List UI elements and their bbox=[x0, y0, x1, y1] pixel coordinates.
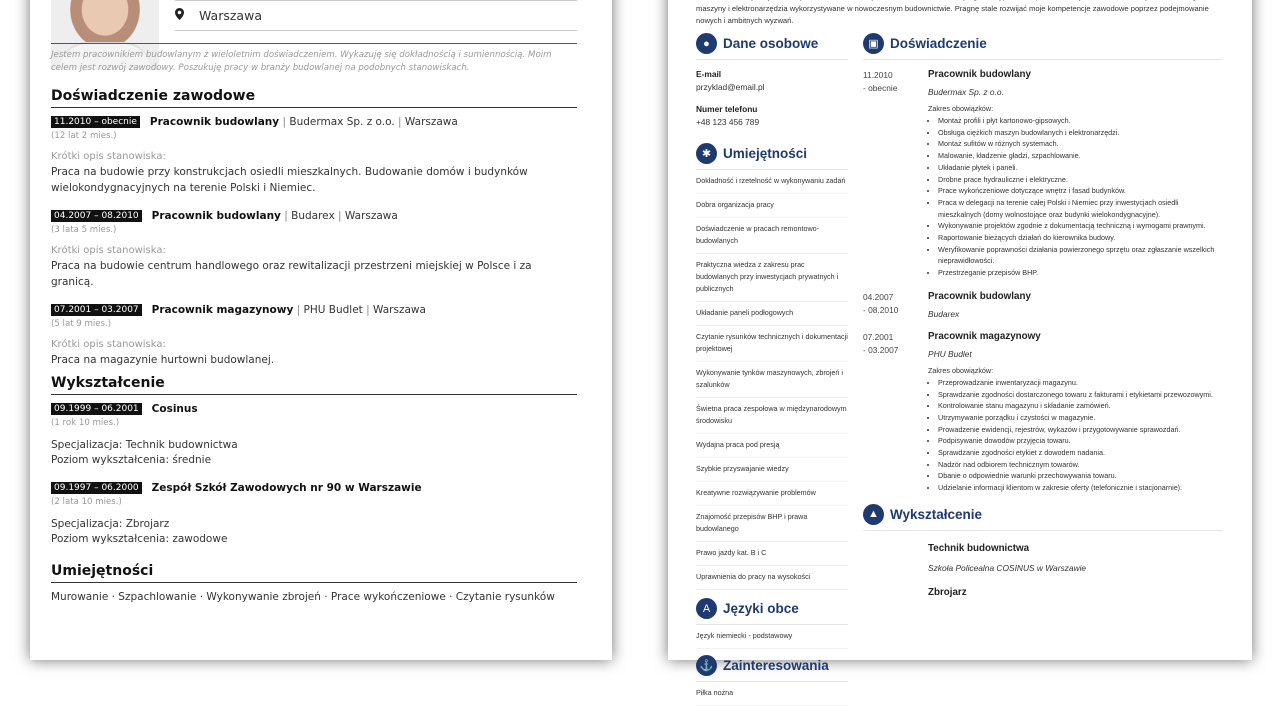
right-column bbox=[863, 33, 1222, 598]
job-dates: 07.2001 – 03.2007 bbox=[51, 304, 142, 316]
cv-page-2 bbox=[668, 0, 1252, 697]
duty-item: • Praca w delegacji na terenie całej Polski i Niemiec przy inwestycjach osiedli mieszkalnych (domy wolnostojące oraz budynki wielokondygnacyjne). bbox=[938, 197, 1222, 220]
skill-item: Praktyczna wiedza z zakresu prac budowlanych przy inwestycjach prywatnych i publicznych bbox=[696, 254, 848, 302]
experience-dates bbox=[863, 331, 928, 494]
skill-item: Wykonywanie tynków maszynowych, zbrojeń i szalunków bbox=[696, 362, 848, 398]
education-date bbox=[863, 587, 928, 598]
education-entry bbox=[51, 403, 577, 468]
education-heading bbox=[863, 504, 1222, 531]
job-title-line bbox=[150, 116, 458, 128]
city-value: Warszawa bbox=[199, 8, 262, 23]
job-description: Praca na magazynie hurtowni budowlanej. bbox=[51, 354, 275, 366]
education-title: Technik budownictwa bbox=[928, 542, 1030, 554]
duties-list bbox=[928, 115, 1222, 279]
duty-item: • Wykonywanie projektów zgodnie z dokumentacją techniczną i wymogami prawnymi. bbox=[938, 220, 1222, 232]
duties-label: Zakres obowiązków: bbox=[928, 104, 994, 113]
job-description: Praca na budowie przy konstrukcjach osiedli mieszkalnych. Budowanie domów i budynków wielokondygnacyjnych na terenie Polski i Niemiec. bbox=[51, 166, 528, 194]
job-duration: (3 lata 5 mies.) bbox=[51, 225, 117, 235]
duties-label: Zakres obowiązków: bbox=[928, 365, 994, 375]
education-level: Poziom wykształcenia: zawodowe bbox=[51, 533, 228, 545]
duty-item: • Układanie płytek i paneli. bbox=[938, 162, 1222, 174]
job-title-line bbox=[152, 304, 426, 316]
date-to: - 08.2010 bbox=[863, 304, 899, 315]
education-school: Szkoła Policealna COSINUS w Warszawie bbox=[928, 562, 1087, 573]
experience-section bbox=[51, 88, 577, 368]
education-dates: 09.1999 – 06.2001 bbox=[51, 403, 142, 415]
experience-title: Doświadczenie bbox=[890, 36, 987, 51]
date-from: 04.2007 bbox=[863, 291, 894, 302]
contact-info bbox=[175, 0, 577, 31]
left-column bbox=[696, 33, 848, 706]
experience-title: Pracownik budowlany bbox=[928, 69, 1031, 80]
person-icon: ● bbox=[696, 33, 717, 54]
experience-entry bbox=[863, 331, 1222, 494]
duty-item: • Przestrzeganie przepisów BHP. bbox=[938, 267, 1222, 279]
language-item: Język niemiecki - podstawowy bbox=[696, 625, 848, 649]
separator: | bbox=[334, 210, 345, 222]
job-title-line bbox=[152, 210, 398, 222]
experience-title: Pracownik magazynowy bbox=[928, 330, 1041, 342]
lightbulb-icon: ✱ bbox=[696, 143, 717, 164]
job-company: PHU Budlet bbox=[303, 304, 363, 316]
job-city: Warszawa bbox=[344, 210, 398, 222]
duty-item: • Raportowanie bieżących działań do kierownika budowy. bbox=[938, 232, 1222, 244]
separator: | bbox=[394, 116, 405, 128]
skills-title: Umiejętności bbox=[723, 146, 808, 161]
education-school: Zespół Szkół Zawodowych nr 90 w Warszawie bbox=[151, 482, 422, 494]
skill-item: Doświadczenie w pracach remontowo-budowlanych bbox=[696, 218, 848, 254]
education-school: Cosinus bbox=[151, 403, 198, 415]
date-from: 07.2001 bbox=[863, 331, 894, 342]
email-value: przyklad@email.pl bbox=[696, 82, 765, 92]
education-entry bbox=[51, 482, 577, 547]
job-position: Pracownik budowlany bbox=[149, 116, 280, 128]
skill-item: Kreatywne rozwiązywanie problemów bbox=[696, 482, 848, 506]
experience-dates bbox=[863, 291, 928, 319]
skill-item: Dobra organizacja pracy bbox=[696, 194, 848, 218]
duty-item: • Podpisywanie dowodów przyjęcia towaru. bbox=[938, 435, 1222, 447]
skill-item: Prawo jazdy kat. B i C bbox=[696, 542, 848, 566]
job-entry bbox=[51, 116, 577, 196]
experience-heading bbox=[863, 33, 1222, 60]
education-entry bbox=[863, 587, 1222, 598]
graduation-cap-icon: ▲ bbox=[863, 504, 884, 525]
job-dates: 04.2007 – 08.2010 bbox=[51, 210, 142, 222]
job-desc-label: Krótki opis stanowiska: bbox=[51, 339, 166, 350]
education-section bbox=[51, 375, 577, 547]
duty-item: • Sprawdzanie zgodności dostarczonego towaru z fakturami i etykietami przewozowymi. bbox=[938, 389, 1222, 401]
experience-company: Budermax Sp. z o.o. bbox=[928, 87, 1004, 97]
skills-line: Murowanie · Szpachlowanie · Wykonywanie zbrojeń · Prace wykończeniowe · Czytanie rysunków bbox=[51, 591, 555, 603]
job-entry bbox=[51, 304, 577, 368]
job-company: Budarex bbox=[291, 210, 335, 222]
job-city: Warszawa bbox=[373, 304, 426, 316]
education-dates: 09.1997 – 06.2000 bbox=[51, 482, 142, 494]
job-company: Budermax Sp. z o.o. bbox=[289, 116, 395, 128]
separator: | bbox=[280, 210, 292, 222]
education-duration: (1 rok 10 mies.) bbox=[51, 418, 120, 428]
education-spec: Specjalizacja: Zbrojarz bbox=[51, 518, 170, 530]
education-body bbox=[928, 587, 1222, 598]
translate-icon: A bbox=[696, 598, 717, 619]
education-heading: Wykształcenie bbox=[51, 375, 577, 395]
skills-heading bbox=[696, 143, 848, 170]
education-line bbox=[51, 403, 577, 415]
phone-label: Numer telefonu bbox=[696, 104, 758, 114]
duties-list bbox=[928, 377, 1222, 494]
job-position: Pracownik magazynowy bbox=[151, 304, 294, 316]
city-row bbox=[175, 1, 577, 31]
duty-item: • Malowanie, kładzenie gładzi, szpachlowanie. bbox=[938, 150, 1222, 162]
cv-page-1 bbox=[30, 0, 612, 660]
experience-heading: Doświadczenie zawodowe bbox=[51, 88, 577, 108]
job-position: Pracownik budowlany bbox=[151, 210, 281, 222]
skill-item: Układanie paneli podłogowych bbox=[696, 302, 848, 326]
experience-body bbox=[928, 331, 1222, 494]
education-date bbox=[863, 543, 928, 573]
separator: | bbox=[362, 304, 374, 316]
experience-entry bbox=[863, 69, 1222, 279]
duty-item: • Nadzór nad odbiorem technicznym towarów. bbox=[938, 459, 1222, 471]
skill-item: Dokładność i rzetelność w wykonywaniu zadań bbox=[696, 170, 848, 194]
briefcase-icon: ▣ bbox=[863, 33, 884, 54]
experience-entry bbox=[863, 291, 1222, 319]
education-duration: (2 lata 10 mies.) bbox=[51, 497, 122, 507]
job-description: Praca na budowie centrum handlowego oraz rewitalizacji przestrzeni miejskiej w Polsce i za granicą. bbox=[51, 260, 532, 288]
job-line bbox=[51, 304, 577, 316]
job-line bbox=[51, 116, 577, 128]
experience-body bbox=[928, 291, 1222, 319]
phone-value: +48 123 456 789 bbox=[696, 117, 760, 127]
experience-dates bbox=[863, 69, 928, 279]
date-to: - 03.2007 bbox=[863, 344, 899, 355]
duty-item: • Obsługa ciężkich maszyn budowlanych i elektronarzędzi. bbox=[938, 127, 1222, 139]
interests-heading bbox=[696, 655, 848, 682]
experience-company: PHU Budlet bbox=[928, 348, 972, 359]
personal-heading bbox=[696, 33, 848, 60]
duty-item: • Sprawdzanie zgodności etykiet z dowodem nadania. bbox=[938, 447, 1222, 459]
date-to: - obecnie bbox=[863, 83, 898, 93]
skill-item: Czytanie rysunków technicznych i dokumentacji projektowej bbox=[696, 326, 848, 362]
location-pin-icon bbox=[175, 8, 199, 24]
job-line bbox=[51, 210, 577, 222]
education-line bbox=[51, 482, 577, 494]
languages-title: Języki obce bbox=[723, 601, 799, 616]
skill-item: Uprawnienia do pracy na wysokości bbox=[696, 566, 848, 590]
skills-section bbox=[51, 563, 577, 605]
duty-item: • Udzielanie informacji klientom w zakresie oferty (telefonicznie i stacjonarnie). bbox=[938, 482, 1222, 494]
interest-item: Piłka nożna bbox=[696, 682, 848, 706]
duty-item: • Drobne prace hydrauliczne i elektryczne. bbox=[938, 174, 1222, 186]
duty-item: • Montaż profili i płyt kartonowo-gipsowych. bbox=[938, 115, 1222, 127]
job-city: Warszawa bbox=[404, 116, 458, 128]
skill-item: Szybkie przyswajanie wiedzy bbox=[696, 458, 848, 482]
duty-item: • Weryfikowanie poprawności działania powierzonego sprzętu oraz zgłaszanie wszelkich nieprawidłowości. bbox=[938, 244, 1222, 267]
experience-title: Pracownik budowlany bbox=[928, 290, 1031, 302]
interests-title: Zainteresowania bbox=[723, 658, 829, 673]
education-level: Poziom wykształcenia: średnie bbox=[51, 454, 212, 466]
education-title: Wykształcenie bbox=[890, 506, 983, 522]
experience-body bbox=[928, 69, 1222, 279]
education-spec: Specjalizacja: Technik budownictwa bbox=[51, 439, 238, 451]
duty-item: • Kontrolowanie stanu magazynu i składanie zamówień. bbox=[938, 400, 1222, 412]
intro-text: maszyny i elektronarzędzia wykorzystywane w nowoczesnym budownictwie. Pragnę stale rozwijać moje kompetencje zawodowe poprzez podejmowanie nowych i ambitnych wyzwań. bbox=[696, 4, 1209, 25]
job-duration: (5 lat 9 mies.) bbox=[51, 319, 112, 329]
skill-item: Znajomość przepisów BHP i prawa budowlanego bbox=[696, 506, 848, 542]
languages-heading bbox=[696, 598, 848, 625]
duty-item: • Montaż sufitów w różnych systemach. bbox=[938, 138, 1222, 150]
job-desc-label: Krótki opis stanowiska: bbox=[51, 245, 166, 256]
skills-heading: Umiejętności bbox=[51, 563, 577, 583]
job-desc-label: Krótki opis stanowiska: bbox=[51, 151, 166, 162]
job-entry bbox=[51, 210, 577, 290]
education-body bbox=[928, 543, 1222, 573]
duty-item: • Przeprowadzanie inwentaryzacji magazynu. bbox=[938, 377, 1222, 389]
job-duration: (12 lat 2 mies.) bbox=[51, 131, 117, 141]
duty-item: • Prowadzenie ewidencji, rejestrów, wykazów i przygotowywanie sprawozdań. bbox=[938, 424, 1222, 436]
education-entry bbox=[863, 543, 1222, 573]
separator: | bbox=[293, 304, 304, 316]
email-label: E-mail bbox=[696, 69, 722, 79]
experience-company: Budarex bbox=[928, 308, 960, 319]
duty-item: • Prace wykończeniowe dotyczące wnętrz i fasad budynków. bbox=[938, 185, 1222, 197]
skill-item: Świetna praca zespołowa w międzynarodowym środowisku bbox=[696, 398, 848, 434]
job-dates: 11.2010 – obecnie bbox=[51, 116, 140, 128]
duty-item: • Dbanie o odpowiednie warunki przechowywania towaru. bbox=[938, 470, 1222, 482]
personal-title: Dane osobowe bbox=[723, 36, 819, 51]
duty-item: • Utrzymywanie porządku i czystości w magazynie. bbox=[938, 412, 1222, 424]
date-from: 11.2010 bbox=[863, 70, 893, 80]
anchor-icon: ⚓ bbox=[696, 655, 717, 676]
skill-item: Wydajna praca pod presją bbox=[696, 434, 848, 458]
summary-text: Jestem pracownikiem budowlanym z wieloletnim doświadczeniem. Wykazuję się dokładnością i sumiennością. Moim celem jest rozwój zawodowy. Poszukuję pracy w branży budowlanej na podobnych stanowiskach. bbox=[51, 43, 577, 75]
separator: | bbox=[279, 116, 290, 128]
education-title: Zbrojarz bbox=[928, 586, 967, 598]
